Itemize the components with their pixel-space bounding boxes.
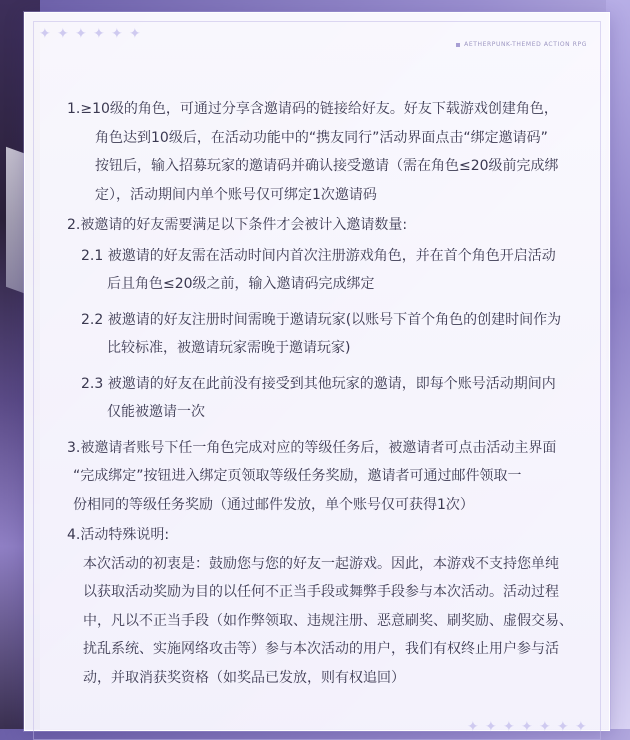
rule-line: 后且角色≤20级之前，输入邀请码完成绑定 (107, 276, 375, 292)
sparkle-icon: ✦ (57, 26, 69, 42)
rule-line: 1.≥10级的角色，可通过分享含邀请码的链接给好友。好友下载游戏创建角色， (67, 101, 558, 117)
sparkle-icon: ✦ (557, 719, 569, 735)
rule-2-2 (55, 306, 585, 363)
rules-content (55, 95, 585, 692)
sparkle-decoration-bottom (467, 720, 589, 734)
rule-line: 比较标准，被邀请玩家需晚于邀请玩家) (107, 340, 351, 356)
rules-panel (24, 12, 610, 735)
rule-line: 以获取活动奖励为目的以任何不正当手段或舞弊手段参与本次活动。活动过程 (83, 584, 559, 600)
rule-line: 3.被邀请者账号下任一角色完成对应的等级任务后，被邀请者可点击活动主界面 (67, 439, 557, 456)
rule-line: 动，并取消获奖资格（如奖品已发放，则有权追回） (83, 669, 405, 686)
rule-line: 扰乱系统、实施网络攻击等）参与本次活动的用户，我们有权终止用户参与活 (83, 641, 559, 657)
sparkle-icon: ✦ (539, 719, 551, 735)
rule-line: 2.3 被邀请的好友在此前没有接受到其他玩家的邀请，即每个账号活动期间内 (81, 375, 556, 392)
sparkle-icon: ✦ (467, 719, 479, 735)
rule-2 (55, 211, 585, 240)
rule-4-body (55, 550, 585, 693)
sparkle-icon: ✦ (93, 26, 105, 42)
rule-line: 份相同的等级任务奖励（通过邮件发放，单个账号仅可获得1次） (73, 496, 474, 513)
rule-line: 2.被邀请的好友需要满足以下条件才会被计入邀请数量: (67, 217, 408, 233)
rule-line: 定），活动期间内单个账号仅可绑定1次邀请码 (95, 186, 377, 203)
rule-line: 角色达到10级后，在活动功能中的“携友同行”活动界面点击“绑定邀请码” (95, 129, 548, 146)
sparkle-icon: ✦ (111, 26, 123, 42)
rule-line: 按钮后，输入招募玩家的邀请码并确认接受邀请（需在角色≤20级前完成绑 (95, 158, 559, 174)
square-bullet-icon (456, 43, 460, 47)
sparkle-icon: ✦ (39, 26, 51, 42)
tagline-text: AETHERPUNK-THEMED ACTION RPG (464, 41, 587, 48)
rule-2-3 (55, 370, 585, 427)
rule-line: 2.2 被邀请的好友注册时间需晚于邀请玩家(以账号下首个角色的创建时间作为 (81, 311, 562, 328)
rule-line: 仅能被邀请一次 (107, 404, 205, 420)
rule-2-1 (55, 242, 585, 299)
sparkle-decoration-top (39, 27, 143, 41)
game-tagline (456, 41, 587, 48)
sparkle-icon: ✦ (485, 719, 497, 735)
sparkle-icon: ✦ (129, 26, 141, 42)
rule-4 (55, 521, 585, 550)
sparkle-icon: ✦ (75, 26, 87, 42)
sparkle-icon: ✦ (503, 719, 515, 735)
sparkle-icon: ✦ (575, 719, 587, 735)
rule-line: 中，凡以不正当手段（如作弊领取、违规注册、恶意刷奖、刷奖励、虚假交易、 (83, 612, 573, 629)
sparkle-icon: ✦ (521, 719, 533, 735)
rule-3 (55, 434, 585, 520)
rule-line: 4.活动特殊说明: (67, 527, 170, 543)
rule-line: 本次活动的初衷是：鼓励您与您的好友一起游戏。因此，本游戏不支持您单纯 (83, 555, 559, 572)
rule-line: “完成绑定”按钮进入绑定页领取等级任务奖励，邀请者可通过邮件领取一 (73, 468, 522, 484)
rule-line: 2.1 被邀请的好友需在活动时间内首次注册游戏角色，并在首个角色开启活动 (81, 247, 556, 264)
rule-1 (55, 95, 585, 209)
